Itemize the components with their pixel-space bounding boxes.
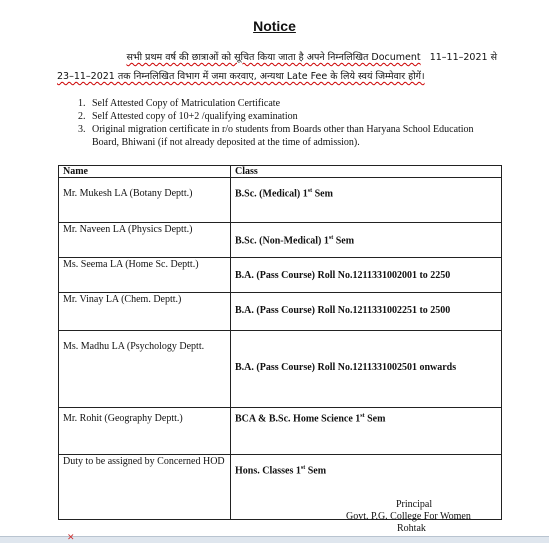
staff-name: Ms. Madhu LA (Psychology Deptt. [59,331,231,408]
table-row [59,331,502,408]
status-bar [0,533,549,543]
duty-table [58,165,502,520]
list-item: 1. Self Attested Copy of Matriculation Certificate [78,98,281,109]
notice-hindi-text [57,48,497,86]
column-header-class: Class [231,166,502,178]
hindi-line1: सभी प्रथम वर्ष की छात्राओं को सूचित किया जाता है अपने निम्नलिखित Document [126,52,421,63]
hindi-line1-dates: 11–11–2021 से [429,52,497,63]
close-icon[interactable]: ✕ [67,533,75,543]
signature-block [346,499,506,535]
staff-name: Ms. Seema LA (Home Sc. Deptt.) [59,258,231,293]
list-item: 3. Original migration certificate in r/o students from Boards other than Haryana School Education Board, Bhiwani (if not already deposited at the time of admission). [78,124,474,148]
table-row [59,223,502,258]
class-cell: Hons. Classes 1st Sem [231,455,502,520]
list-item: 2. Self Attested copy of 10+2 /qualifying examination [78,111,298,122]
signature-college: Govt. P.G. College For Women [346,511,471,522]
table-row [59,408,502,455]
signature-city: Rohtak [397,523,426,534]
table-row [59,178,502,223]
staff-name: Duty to be assigned by Concerned HOD [59,455,231,520]
staff-name: Mr. Rohit (Geography Deptt.) [59,408,231,455]
staff-name: Mr. Naveen LA (Physics Deptt.) [59,223,231,258]
class-cell: B.A. (Pass Course) Roll No.1211331002001 to 2250 [231,258,502,293]
class-cell: B.A. (Pass Course) Roll No.1211331002501 onwards [231,331,502,408]
hindi-line2: 23–11–2021 तक निम्नलिखित विभाग में जमा करवाए, अन्यथा Late Fee के लिये स्वयं जिम्मेवार होगें। [57,71,425,82]
table-row [59,293,502,331]
table-row [59,258,502,293]
table-header-row [59,166,502,178]
signature-title: Principal [396,499,433,510]
class-cell: B.A. (Pass Course) Roll No.1211331002251 to 2500 [231,293,502,331]
column-header-name: Name [59,166,231,178]
staff-name: Mr. Vinay LA (Chem. Deptt.) [59,293,231,331]
staff-name: Mr. Mukesh LA (Botany Deptt.) [59,178,231,223]
requirements-list [78,97,498,149]
class-cell: B.Sc. (Medical) 1st Sem [231,178,502,223]
class-cell: BCA & B.Sc. Home Science 1st Sem [231,408,502,455]
notice-title: Notice [253,18,296,34]
class-cell: B.Sc. (Non-Medical) 1st Sem [231,223,502,258]
